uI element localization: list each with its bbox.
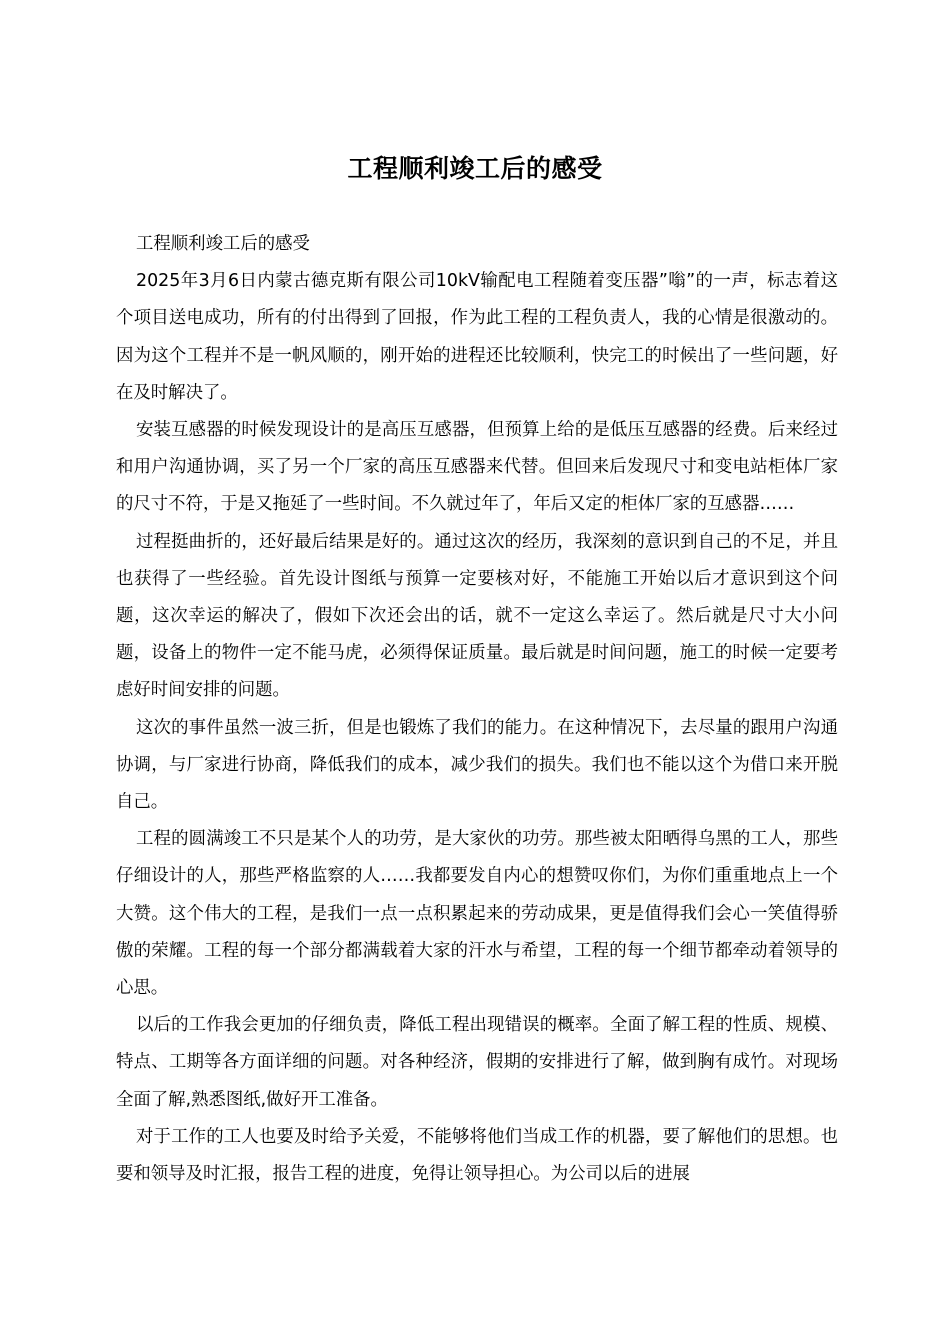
document-body [116,226,838,1193]
subtitle-paragraph: 工程顺利竣工后的感受 [136,234,310,254]
body-paragraph: 安装互感器的时候发现设计的是高压互感器，但预算上给的是低压互感器的经费。后来经过和用户沟通协调，买了另一个厂家的高压互感器来代替。但回来后发现尺寸和变电站柜体厂家的尺寸不符，于是又拖延了一些时间。不久就过年了，年后又定的柜体厂家的互感器…… [116,420,838,515]
body-paragraph: 这次的事件虽然一波三折，但是也锻炼了我们的能力。在这种情况下，去尽量的跟用户沟通协调，与厂家进行协商，降低我们的成本，减少我们的损失。我们也不能以这个为借口来开脱自己。 [116,717,838,813]
body-paragraph: 以后的工作我会更加的仔细负责，降低工程出现错误的概率。全面了解工程的性质、规模、特点、工期等各方面详细的问题。对各种经济，假期的安排进行了解，做到胸有成竹。对现场全面了解,熟悉图纸,做好开工准备。 [116,1015,838,1110]
body-paragraph: 工程的圆满竣工不只是某个人的功劳，是大家伙的功劳。那些被太阳晒得乌黑的工人，那些仔细设计的人，那些严格监察的人……我都要发自内心的想赞叹你们，为你们重重地点上一个大赞。这个伟大的工程，是我们一点一点积累起来的劳动成果，更是值得我们会心一笑值得骄傲的荣耀。工程的每一个部分都满载着大家的汗水与希望，工程的每一个细节都牵动着领导的心思。 [116,829,838,999]
body-paragraph: 对于工作的工人也要及时给予关爱，不能够将他们当成工作的机器，要了解他们的思想。也要和领导及时汇报，报告工程的进度，免得让领导担心。为公司以后的进展 [116,1126,838,1185]
document-title: 工程顺利竣工后的感受 [347,153,603,183]
body-paragraph: 2025年3月6日内蒙古德克斯有限公司10kV输配电工程随着变压器”嗡”的一声，标志着这个项目送电成功，所有的付出得到了回报，作为此工程的工程负责人，我的心情是很激动的。因为这个工程并不是一帆风顺的，刚开始的进程还比较顺利，快完工的时候出了一些问题，好在及时解决了。 [116,271,838,403]
body-paragraph: 过程挺曲折的，还好最后结果是好的。通过这次的经历，我深刻的意识到自己的不足，并且也获得了一些经验。首先设计图纸与预算一定要核对好，不能施工开始以后才意识到这个问题，这次幸运的解决了，假如下次还会出的话，就不一定这么幸运了。然后就是尺寸大小问题，设备上的物件一定不能马虎，必须得保证质量。最后就是时间问题，施工的时候一定要考虑好时间安排的问题。 [116,531,838,701]
